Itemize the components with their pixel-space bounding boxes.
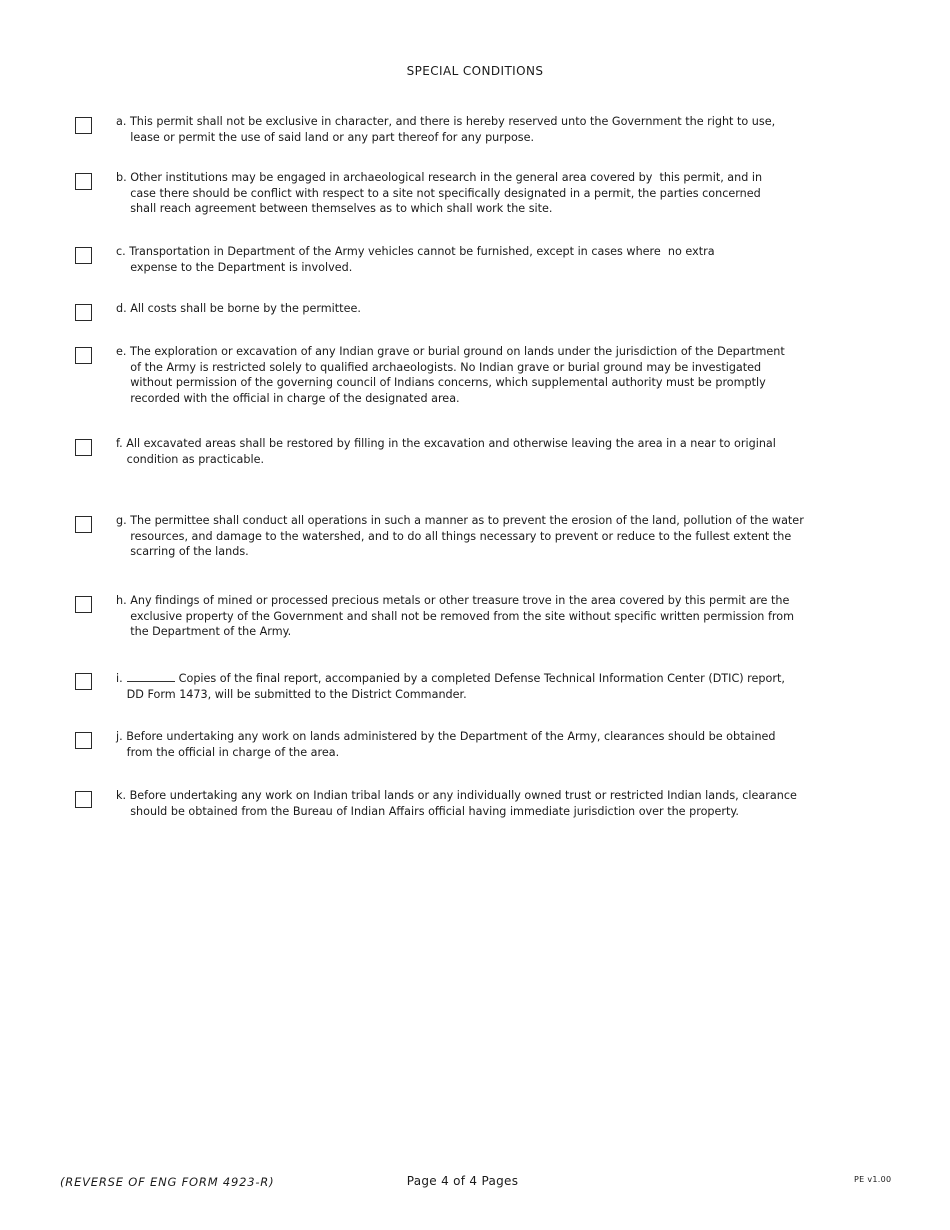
condition-b-text: b. Other institutions may be engaged in archaeological research in the general area covered by this permit, and in case there should be conflict with respect to a site not specifically designated in a permit, the parties concerned shall reach agreement between themselves as to which shall work the site. bbox=[116, 171, 763, 216]
condition-i-checkbox[interactable] bbox=[75, 673, 92, 690]
condition-a-checkbox[interactable] bbox=[75, 117, 92, 134]
condition-j-text: j. Before undertaking any work on lands administered by the Department of the Army, clearances should be obtained from the official in charge of the area. bbox=[116, 730, 776, 759]
condition-c-text: c. Transportation in Department of the Army vehicles cannot be furnished, except in cases where no extra expense to the Department is involved. bbox=[116, 245, 715, 274]
condition-f-text: f. All excavated areas shall be restored by filling in the excavation and otherwise leaving the area in a near to original condition as practicable. bbox=[116, 437, 776, 466]
condition-h-text: h. Any findings of mined or processed precious metals or other treasure trove in the area covered by this permit are the exclusive property of the Government and shall not be removed from the site without specific written permission from the Department of the Army. bbox=[116, 594, 794, 639]
form-reference: (REVERSE OF ENG FORM 4923-R) bbox=[60, 1175, 275, 1189]
condition-d-checkbox[interactable] bbox=[75, 304, 92, 321]
condition-k-checkbox[interactable] bbox=[75, 791, 92, 808]
page-number: Page 4 of 4 Pages bbox=[406, 1174, 519, 1188]
condition-j-checkbox[interactable] bbox=[75, 732, 92, 749]
condition-i-suffix: Copies of the final report, accompanied by a completed Defense Technical Information Center (DTIC) report, DD Form 1473, will be submitted to the District Commander. bbox=[126, 672, 785, 701]
page-title: SPECIAL CONDITIONS bbox=[406, 64, 544, 78]
condition-c-checkbox[interactable] bbox=[75, 247, 92, 264]
condition-d-text: d. All costs shall be borne by the permittee. bbox=[116, 302, 361, 315]
copies-count-field[interactable] bbox=[127, 670, 175, 682]
condition-g-checkbox[interactable] bbox=[75, 516, 92, 533]
condition-k-text: k. Before undertaking any work on Indian tribal lands or any individually owned trust or restricted Indian lands, clearance should be obtained from the Bureau of Indian Affairs official having immediate jurisdiction over the property. bbox=[116, 789, 797, 818]
condition-a-text: a. This permit shall not be exclusive in character, and there is hereby reserved unto the Government the right to use, lease or permit the use of said land or any part thereof for any purpose. bbox=[116, 115, 776, 144]
condition-f-checkbox[interactable] bbox=[75, 439, 92, 456]
condition-g-text: g. The permittee shall conduct all operations in such a manner as to prevent the erosion of the land, pollution of the water resources, and damage to the watershed, and to do all things necessary to prevent or reduce to the fullest extent the scarring of the lands. bbox=[116, 514, 804, 559]
version-label: PE v1.00 bbox=[854, 1175, 892, 1184]
condition-b-checkbox[interactable] bbox=[75, 173, 92, 190]
condition-e-checkbox[interactable] bbox=[75, 347, 92, 364]
condition-e-text: e. The exploration or excavation of any Indian grave or burial ground on lands under the jurisdiction of the Department of the Army is restricted solely to qualified archaeologists. No Indian grave or burial ground may be investigated without permission of the governing council of Indians concerns, which supplemental authority must be promptly recorded with the official in charge of the designated area. bbox=[116, 345, 785, 405]
condition-h-checkbox[interactable] bbox=[75, 596, 92, 613]
condition-i-text bbox=[116, 670, 796, 702]
condition-i-prefix: i. bbox=[116, 672, 123, 685]
